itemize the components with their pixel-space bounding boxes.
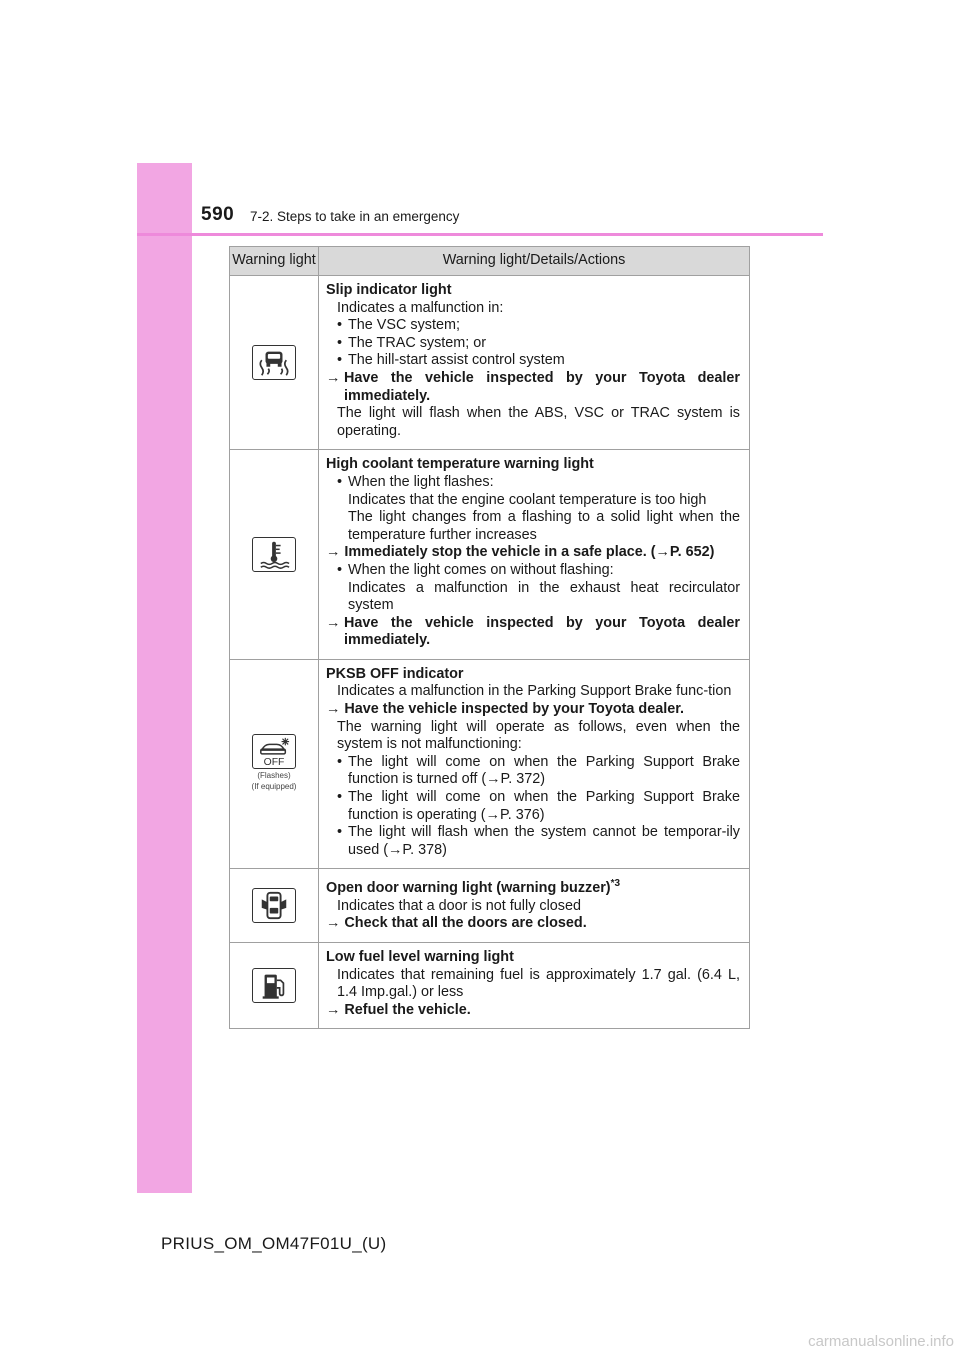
column-header-warning-light: Warning light bbox=[230, 247, 319, 276]
arrow-icon: → bbox=[486, 771, 501, 788]
open-door-icon bbox=[252, 888, 296, 923]
arrow-icon: → bbox=[326, 915, 341, 932]
page-number: 590 bbox=[201, 204, 235, 225]
arrow-icon: → bbox=[326, 1001, 341, 1018]
table-row bbox=[230, 869, 750, 943]
list-item: • When the light comes on without flashing: bbox=[337, 561, 614, 578]
table-header-row bbox=[230, 247, 750, 276]
row-action: → Immediately stop the vehicle in a safe place. (→P. 652) bbox=[326, 544, 715, 561]
icon-cell bbox=[230, 450, 319, 660]
arrow-icon: → bbox=[655, 544, 670, 561]
header-rule bbox=[137, 233, 823, 236]
row-action: → Check that all the doors are closed. bbox=[326, 915, 587, 932]
arrow-icon: → bbox=[326, 701, 341, 718]
row-action: → Refuel the vehicle. bbox=[326, 1001, 471, 1018]
row-title: PKSB OFF indicator bbox=[326, 665, 464, 682]
list-item-text: Indicates a malfunction in the exhaust heat recirculator system bbox=[348, 579, 740, 614]
row-action: → Have the vehicle inspected by your Toyota dealer immediately. bbox=[326, 369, 740, 404]
row-note: The warning light will operate as follows, even when the system is not malfunctioning: bbox=[337, 718, 740, 753]
list-item-text: Indicates that the engine coolant temperature is too high bbox=[348, 491, 707, 508]
row-title: Slip indicator light bbox=[326, 282, 452, 298]
warning-light-table bbox=[229, 246, 750, 1029]
footnote-marker: *3 bbox=[610, 878, 621, 890]
details-cell bbox=[319, 450, 750, 660]
icon-cell bbox=[230, 659, 319, 869]
row-title: Low fuel level warning light bbox=[326, 948, 514, 965]
row-intro: Indicates a malfunction in the Parking Support Brake func-tion bbox=[337, 683, 732, 700]
list-item: • The TRAC system; or bbox=[337, 334, 487, 351]
svg-text:OFF: OFF bbox=[263, 756, 285, 768]
row-title: High coolant temperature warning light bbox=[326, 456, 594, 473]
list-item: • The light will come on when the Parking Support Brake function is turned off (→P. 372) bbox=[337, 753, 740, 788]
icon-cell bbox=[230, 942, 319, 1028]
footer-doc-id: PRIUS_OM_OM47F01U_(U) bbox=[161, 1234, 387, 1253]
icon-cell bbox=[230, 869, 319, 943]
icon-cell bbox=[230, 276, 319, 450]
row-intro: Indicates that remaining fuel is approximately 1.7 gal. (6.4 L, 1.4 Imp.gal.) or less bbox=[337, 966, 740, 1001]
coolant-temperature-icon bbox=[252, 537, 296, 572]
table-row bbox=[230, 276, 750, 450]
arrow-icon: → bbox=[326, 369, 341, 386]
row-intro: Indicates a malfunction in: bbox=[337, 299, 504, 316]
table-row bbox=[230, 942, 750, 1028]
list-item-text: The light changes from a flashing to a solid light when the temperature further increases bbox=[348, 509, 740, 543]
details-cell bbox=[319, 659, 750, 869]
details-cell bbox=[319, 942, 750, 1028]
icon-note-flashes: (Flashes) bbox=[257, 770, 291, 780]
fuel-pump-icon bbox=[252, 968, 296, 1003]
details-cell bbox=[319, 276, 750, 450]
row-title: Open door warning light (warning buzzer)$^{*3}$ bbox=[326, 878, 621, 897]
arrow-icon: → bbox=[326, 614, 341, 631]
section-title: 7-2. Steps to take in an emergency bbox=[250, 209, 460, 224]
side-tab-bar bbox=[137, 163, 192, 1193]
row-action: → Have the vehicle inspected by your Toyota dealer. bbox=[326, 701, 685, 718]
arrow-icon: → bbox=[388, 841, 403, 858]
icon-note-if-equipped: (If equipped) bbox=[251, 782, 297, 792]
list-item: • The VSC system; bbox=[337, 317, 460, 334]
list-item: • The light will come on when the Parking Support Brake function is operating (→P. 376) bbox=[337, 789, 740, 823]
list-item: • When the light flashes: bbox=[337, 473, 494, 490]
arrow-icon: → bbox=[485, 806, 500, 823]
table-row bbox=[230, 450, 750, 660]
list-item: • The hill-start assist control system bbox=[337, 352, 565, 369]
row-note: The light will flash when the ABS, VSC or TRAC system is operating. bbox=[337, 405, 740, 439]
arrow-icon: → bbox=[326, 544, 341, 561]
list-item: • The light will flash when the system cannot be temporar-ily used (→P. 378) bbox=[337, 824, 740, 858]
pksb-off-icon bbox=[252, 734, 296, 769]
details-cell bbox=[319, 869, 750, 943]
watermark: carmanualsonline.info bbox=[808, 1333, 954, 1350]
row-intro: Indicates that a door is not fully closed bbox=[337, 897, 581, 914]
row-action: → Have the vehicle inspected by your Toyota dealer immediately. bbox=[326, 614, 740, 649]
column-header-details: Warning light/Details/Actions bbox=[319, 247, 750, 276]
table-row bbox=[230, 659, 750, 869]
slip-indicator-icon bbox=[252, 345, 296, 380]
